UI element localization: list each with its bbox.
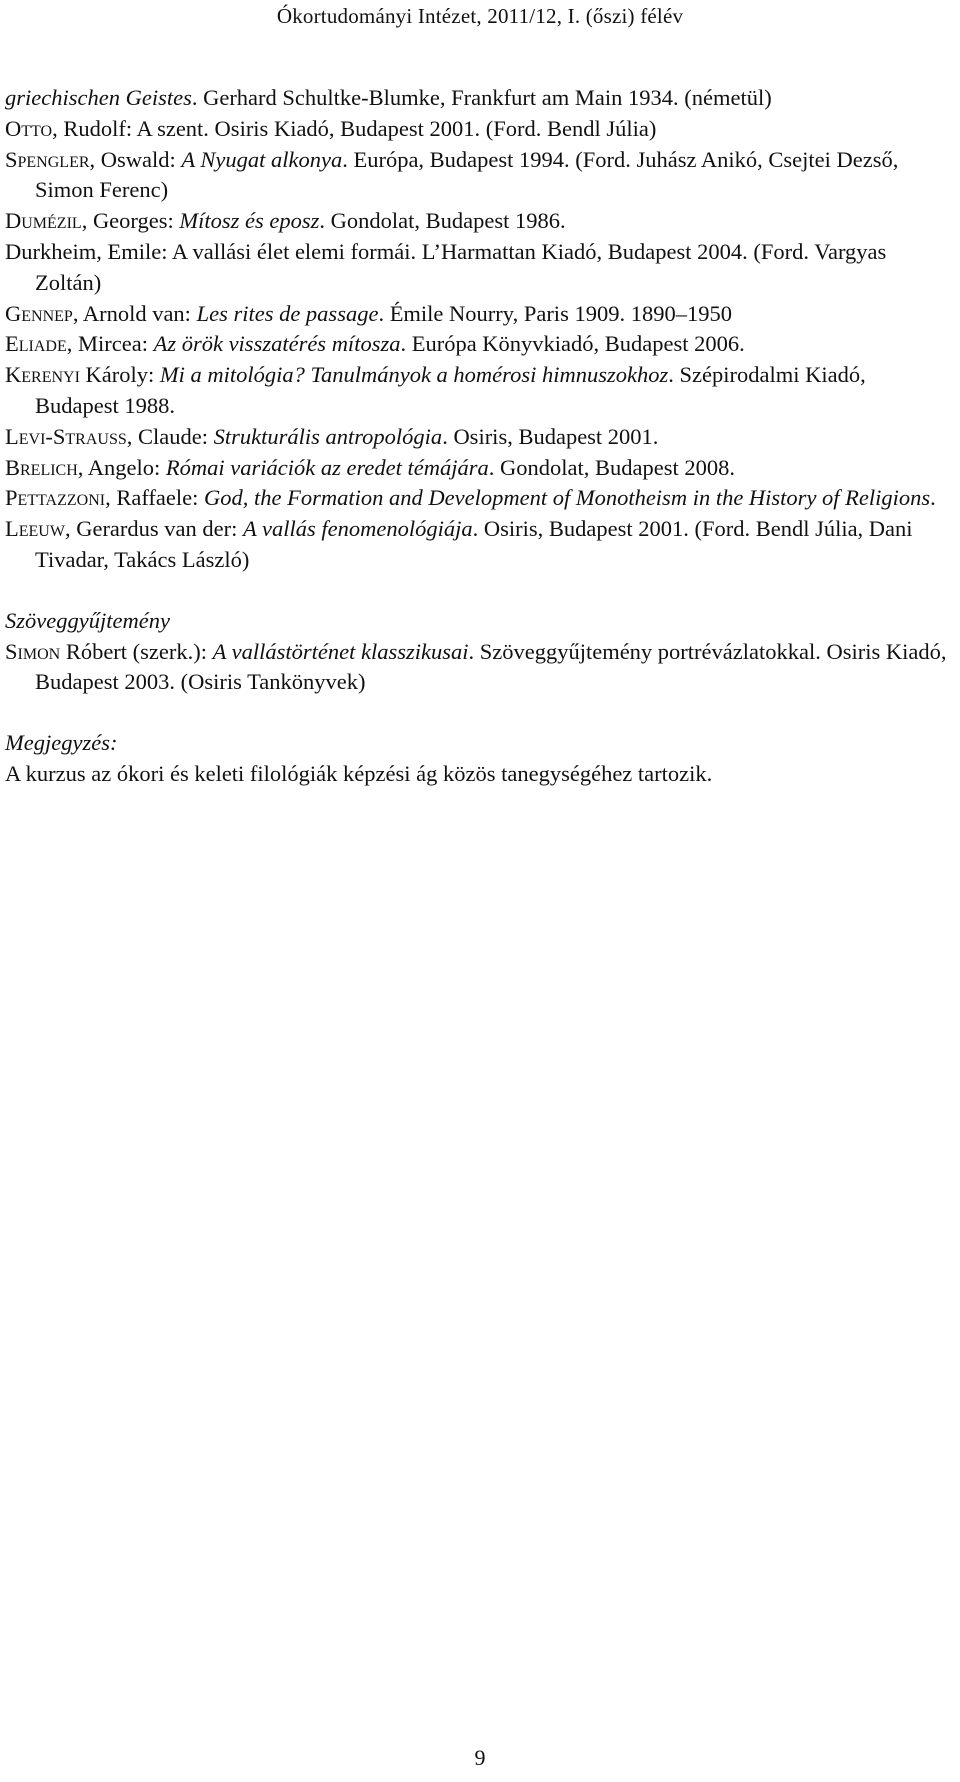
entry-text: Durkheim, Emile: A vallási élet elemi formái. L’Harmattan Kiadó, Budapest 2004. (Ford. Vargyas Zoltán) [5, 238, 887, 295]
bibliography-entry [5, 329, 955, 360]
entry-publication: . Osiris, Budapest 2001. (Ford. Bendl Júlia, Dani Tivadar, Takács László) [35, 516, 913, 572]
entry-title: Római variációk az eredet témájára [165, 454, 489, 480]
entry-text: , Rudolf: A szent. Osiris Kiadó, Budapest 2001. (Ford. Bendl Júlia) [52, 115, 657, 141]
entry-title: Strukturális antropológia [213, 423, 443, 449]
entry-publication: . Gondolat, Budapest 1986. [319, 208, 566, 234]
note-text: A kurzus az ókori és keleti filológiák képzési ág közös tanegységéhez tartozik. [5, 760, 713, 786]
bibliography-entry [5, 514, 955, 576]
entry-author: Levi-Strauss [5, 423, 127, 449]
entry-text: , Claude: [126, 423, 214, 449]
entry-title: Az örök visszatérés mítosza [153, 331, 401, 357]
bibliography-entry [5, 145, 955, 207]
entry-title: griechischen Geistes [5, 85, 192, 110]
entry-author: Gennep [5, 300, 73, 326]
entry-text: , Oswald: [89, 146, 182, 172]
bibliography-entry [5, 206, 955, 237]
page-number: 9 [474, 1745, 486, 1770]
bibliography-entry [5, 483, 955, 514]
entry-author: Eliade [5, 331, 67, 357]
entry-publication: . Szépirodalmi Kiadó, Budapest 1988. [35, 362, 866, 418]
entry-text: , Raffaele: [105, 485, 205, 511]
note-section [5, 728, 955, 790]
anthology-heading: Szöveggyűjtemény [5, 607, 170, 633]
section-spacer [5, 698, 955, 728]
document-body [5, 83, 955, 790]
entry-title: God, the Formation and Development of Monotheism in the History of Religions [204, 485, 931, 511]
entry-title: A Nyugat alkonya [181, 146, 343, 172]
entry-author: Simon [5, 638, 61, 664]
page-header: Ókortudományi Intézet, 2011/12, I. (őszi) félév [276, 4, 684, 28]
bibliography-list [5, 83, 955, 576]
entry-text: , Arnold van: [72, 300, 197, 326]
bibliography-entry [5, 114, 955, 145]
bibliography-entry [5, 360, 955, 422]
entry-publication: . [930, 485, 936, 511]
entry-author: Spengler [5, 146, 90, 172]
bibliography-entry [5, 237, 955, 299]
entry-text: Róbert (szerk.): [60, 638, 213, 664]
entry-title: A vallástörténet klasszikusai [212, 638, 469, 664]
entry-publication: . Émile Nourry, Paris 1909. 1890–1950 [378, 300, 732, 326]
section-spacer [5, 576, 955, 606]
anthology-entry [5, 637, 955, 699]
entry-publication: . Európa, Budapest 1994. (Ford. Juhász Anikó, Csejtei Dezső, Simon Ferenc) [35, 146, 899, 203]
entry-publication: . Európa Könyvkiadó, Budapest 2006. [400, 331, 745, 357]
entry-author: Kerenyi [5, 362, 80, 388]
bibliography-entry [5, 83, 955, 114]
entry-publication: . Osiris, Budapest 2001. [442, 423, 659, 449]
entry-text: , Angelo: [77, 454, 166, 480]
anthology-section [5, 606, 955, 698]
entry-title: Les rites de passage [196, 300, 379, 326]
entry-author: Dumézil [5, 208, 82, 234]
entry-title: Mi a mitológia? Tanulmányok a homérosi himnuszokhoz [159, 362, 669, 388]
bibliography-entry [5, 299, 955, 330]
entry-publication: . Gondolat, Budapest 2008. [488, 454, 735, 480]
entry-publication: . Szöveggyűjtemény portrévázlatokkal. Osiris Kiadó, Budapest 2003. (Osiris Tankönyvek) [35, 638, 947, 695]
entry-author: Otto [5, 115, 53, 141]
entry-text: Károly: [79, 362, 160, 388]
entry-title: Mítosz és eposz [179, 208, 320, 234]
entry-author: Brelich [5, 454, 78, 480]
entry-author: Pettazzoni [5, 485, 106, 511]
entry-publication: . Gerhard Schultke-Blumke, Frankfurt am Main 1934. (németül) [191, 85, 772, 110]
entry-title: A vallás fenomenológiája [243, 516, 473, 542]
entry-text: , Gerardus van der: [64, 516, 244, 542]
bibliography-entry [5, 422, 955, 453]
bibliography-entry [5, 453, 955, 484]
entry-text: , Georges: [81, 208, 180, 234]
entry-author: Leeuw [5, 516, 65, 542]
note-heading: Megjegyzés: [5, 730, 118, 756]
entry-text: , Mircea: [66, 331, 154, 357]
